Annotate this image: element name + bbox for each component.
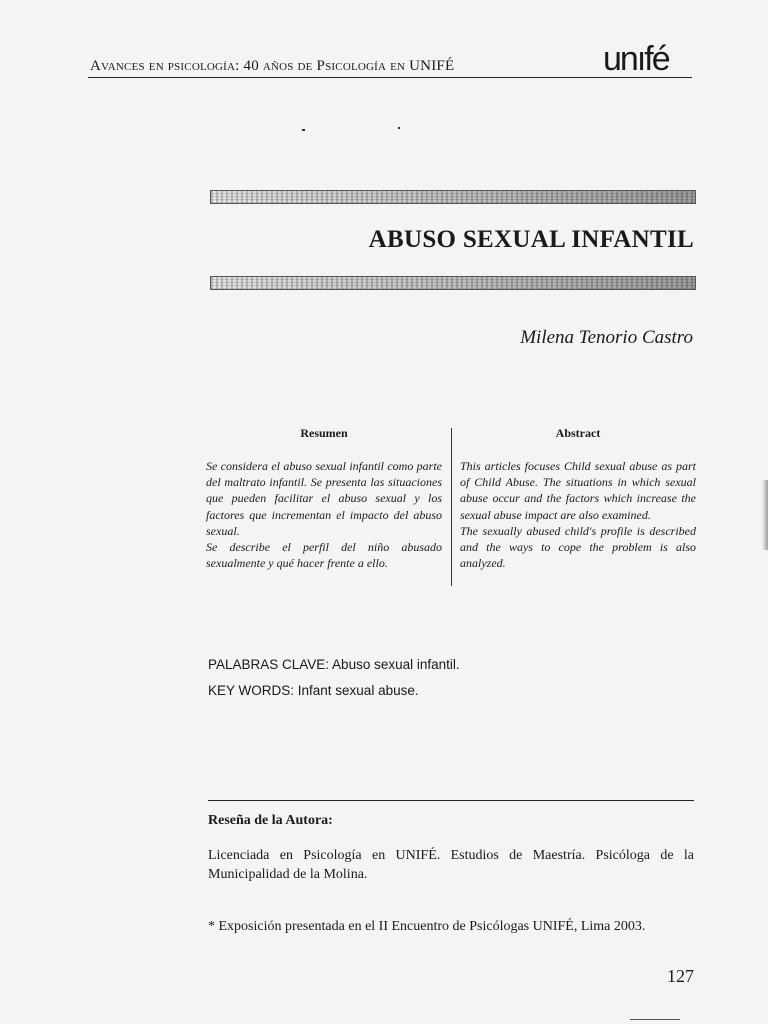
column-divider: [451, 428, 452, 586]
footnote: * Exposición presentada en el II Encuentro de Psicólogas UNIFÉ, Lima 2003.: [208, 919, 646, 934]
abstract-column: [460, 426, 696, 571]
page-number: 127: [667, 966, 694, 986]
stray-mark: [302, 129, 305, 131]
resumen-text: Se considera el abuso sexual infantil como parte del maltrato infantil. Se presenta las situaciones que pueden facilitar el abuso sexual y los factores que incrementan el impacto del abuso sexual.: [206, 459, 442, 538]
scan-bottom-mark: [630, 1019, 680, 1020]
keywords-en: KEY WORDS: Infant sexual abuse.: [208, 683, 419, 698]
resumen-text-2: Se describe el perfil del niño abusado sexualmente y qué hacer frente a ello.: [206, 540, 442, 571]
stray-mark: [398, 127, 400, 129]
abstract-heading: Abstract: [555, 426, 601, 440]
running-head: Avances en psicología: 40 años de Psicología en UNIFÉ: [90, 58, 455, 74]
title-band-top: [210, 190, 696, 204]
author-note-rule: [208, 800, 694, 801]
title-band-bottom: [210, 276, 696, 290]
article-author: Milena Tenorio Castro: [520, 327, 693, 348]
header-rule: [88, 77, 692, 78]
unife-logo: unıfé: [603, 40, 669, 78]
abstract-text: This articles focuses Child sexual abuse as part of Child Abuse. The situations in which sexual abuse occur and the factors which increase the sexual abuse impact are also examined.: [460, 459, 696, 522]
author-note-heading: Reseña de la Autora:: [208, 813, 333, 828]
scan-edge-shadow: [762, 480, 768, 550]
keywords-es: PALABRAS CLAVE: Abuso sexual infantil.: [208, 657, 460, 672]
resumen-heading: Resumen: [300, 426, 348, 440]
resumen-column: [206, 426, 442, 571]
abstract-text-2: The sexually abused child's profile is described and the ways to cope the problem is also analyzed.: [460, 523, 696, 571]
author-note-text: Licenciada en Psicología en UNIFÉ. Estudios de Maestría. Psicóloga de la Municipalidad de la Molina.: [208, 848, 694, 882]
article-title: ABUSO SEXUAL INFANTIL: [368, 226, 694, 253]
